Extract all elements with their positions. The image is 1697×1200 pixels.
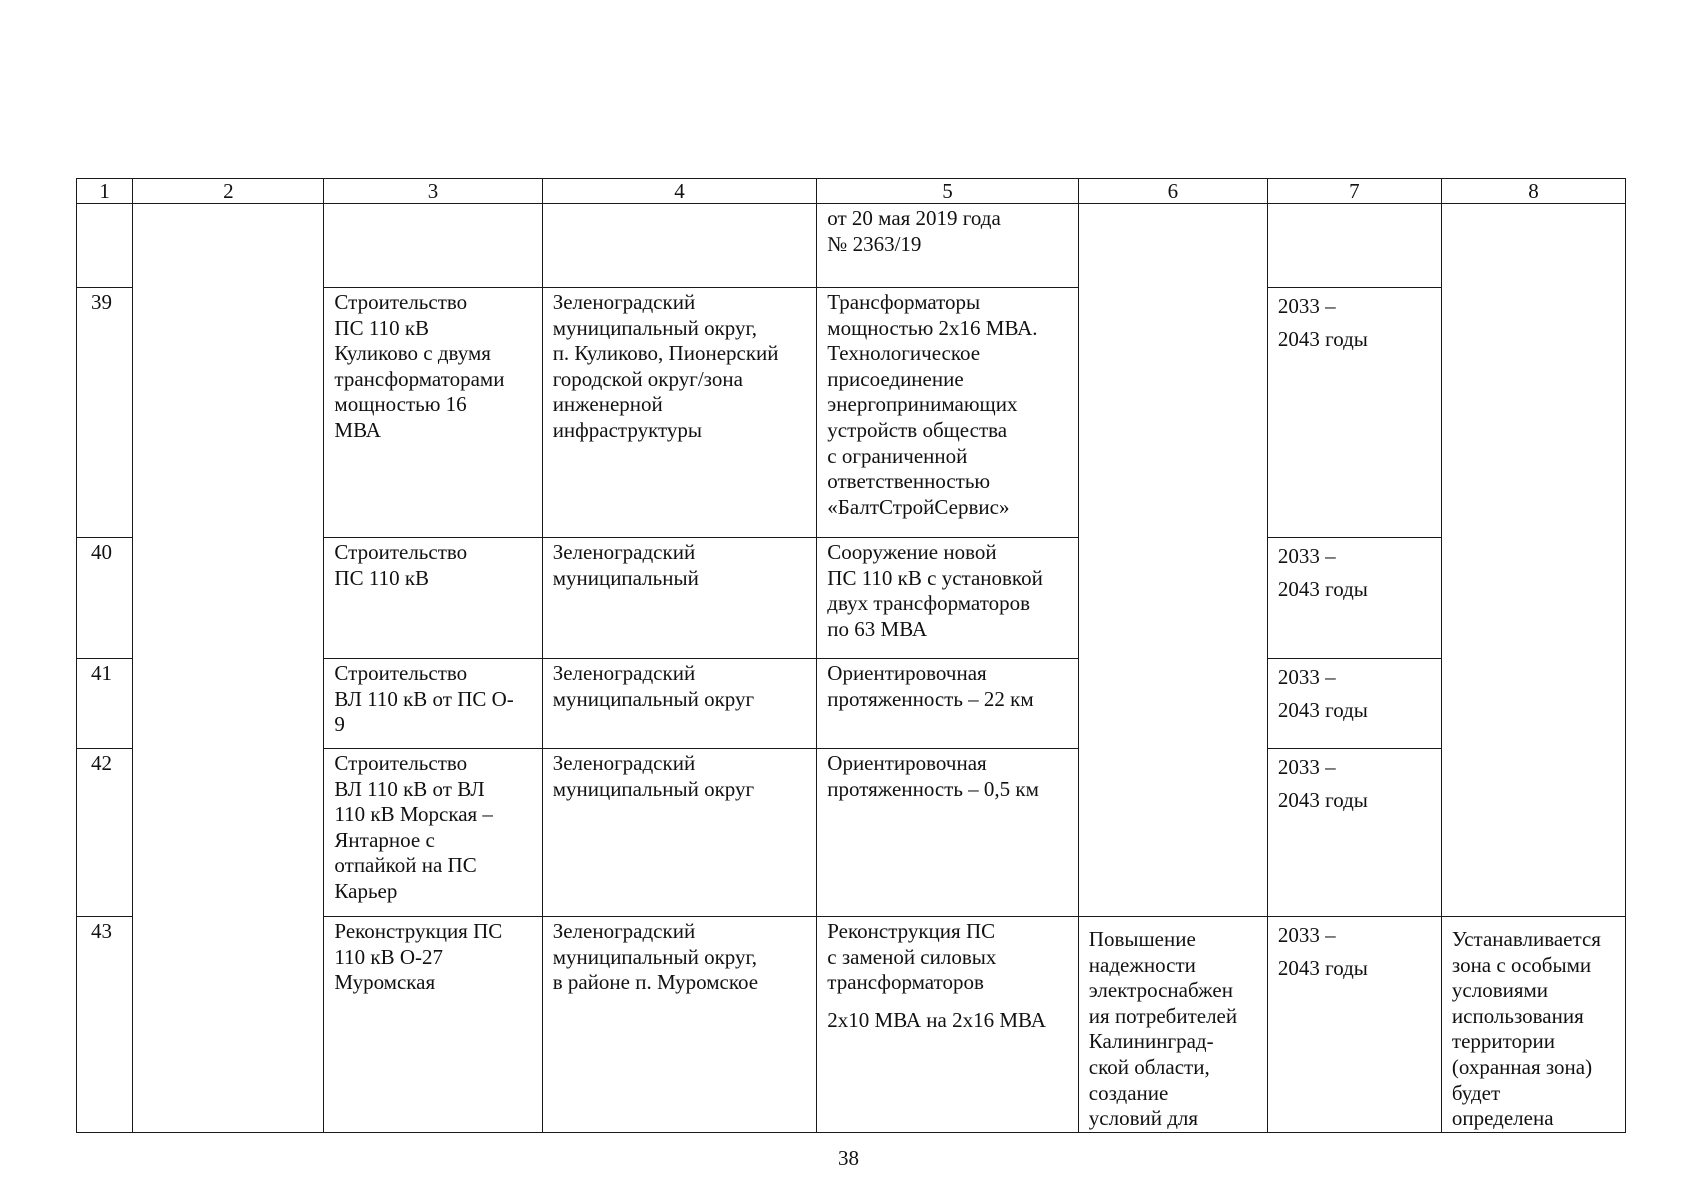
column-number-row [77, 179, 1626, 204]
term-cell: 2033 – 2043 годы [1267, 538, 1441, 659]
zone-cell: Устанавливается зона с особыми условиями использования территории (охранная зона) будет определена [1441, 917, 1625, 1133]
term-cell: 2033 – 2043 годы [1267, 659, 1441, 749]
location-cell: Зеленоградский муниципальный округ, в районе п. Муромское [542, 917, 817, 1133]
page-number: 38 [838, 1146, 859, 1170]
row-number: 43 [77, 917, 133, 1133]
location-cell: Зеленоградский муниципальный [542, 538, 817, 659]
column-number: 8 [1441, 179, 1625, 204]
column-number: 1 [77, 179, 133, 204]
purpose-cell: Повышение надежности электроснабжен ия потребителей Калининград- ской области, создание условий для [1078, 917, 1267, 1133]
infrastructure-table [76, 178, 1626, 1133]
characteristics-cell: Сооружение новой ПС 110 кВ с установкой двух трансформаторов по 63 МВА [817, 538, 1079, 659]
object-cell: Строительство ВЛ 110 кВ от ПС О- 9 [324, 659, 542, 749]
characteristics-cell: Ориентировочная протяженность – 22 км [817, 659, 1079, 749]
object-cell: Строительство ПС 110 кВ [324, 538, 542, 659]
num-cell [77, 204, 133, 288]
column-number: 4 [542, 179, 817, 204]
column-number: 6 [1078, 179, 1267, 204]
location-cell: Зеленоградский муниципальный округ [542, 749, 817, 917]
characteristics-text: Реконструкция ПС с заменой силовых трансформаторов [827, 919, 997, 995]
term-cell: 2033 – 2043 годы [1267, 749, 1441, 917]
location-cell [542, 204, 817, 288]
object-cell [324, 204, 542, 288]
characteristics-cell: Ориентировочная протяженность – 0,5 км [817, 749, 1079, 917]
column-number: 2 [133, 179, 324, 204]
location-cell: Зеленоградский муниципальный округ, п. Куликово, Пионерский городской округ/зона инженерной инфраструктуры [542, 288, 817, 538]
row-number: 40 [77, 538, 133, 659]
characteristics-text-power: 2х10 МВА на 2х16 МВА [827, 1007, 1046, 1032]
object-cell: Строительство ПС 110 кВ Куликово с двумя трансформаторами мощностью 16 МВА [324, 288, 542, 538]
row-number: 39 [77, 288, 133, 538]
location-cell: Зеленоградский муниципальный округ [542, 659, 817, 749]
zone-cell [1441, 204, 1625, 917]
characteristics-cell: Трансформаторы мощностью 2х16 МВА. Технологическое присоединение энергопринимающих устройств общества с ограниченной ответственностью «БалтСтройСервис» [817, 288, 1079, 538]
row-number: 42 [77, 749, 133, 917]
object-cell: Строительство ВЛ 110 кВ от ВЛ 110 кВ Морская – Янтарное с отпайкой на ПС Карьер [324, 749, 542, 917]
column-number: 7 [1267, 179, 1441, 204]
column-number: 5 [817, 179, 1079, 204]
row-number: 41 [77, 659, 133, 749]
purpose-cell [1078, 204, 1267, 917]
object-cell: Реконструкция ПС 110 кВ О-27 Муромская [324, 917, 542, 1133]
term-cell: 2033 – 2043 годы [1267, 917, 1441, 1133]
term-cell: 2033 – 2043 годы [1267, 288, 1441, 538]
region-cell [133, 204, 324, 1133]
characteristics-cell: от 20 мая 2019 года № 2363/19 [817, 204, 1079, 288]
column-number: 3 [324, 179, 542, 204]
table-row-continuation [77, 204, 1626, 288]
characteristics-cell [817, 917, 1079, 1133]
term-cell [1267, 204, 1441, 288]
